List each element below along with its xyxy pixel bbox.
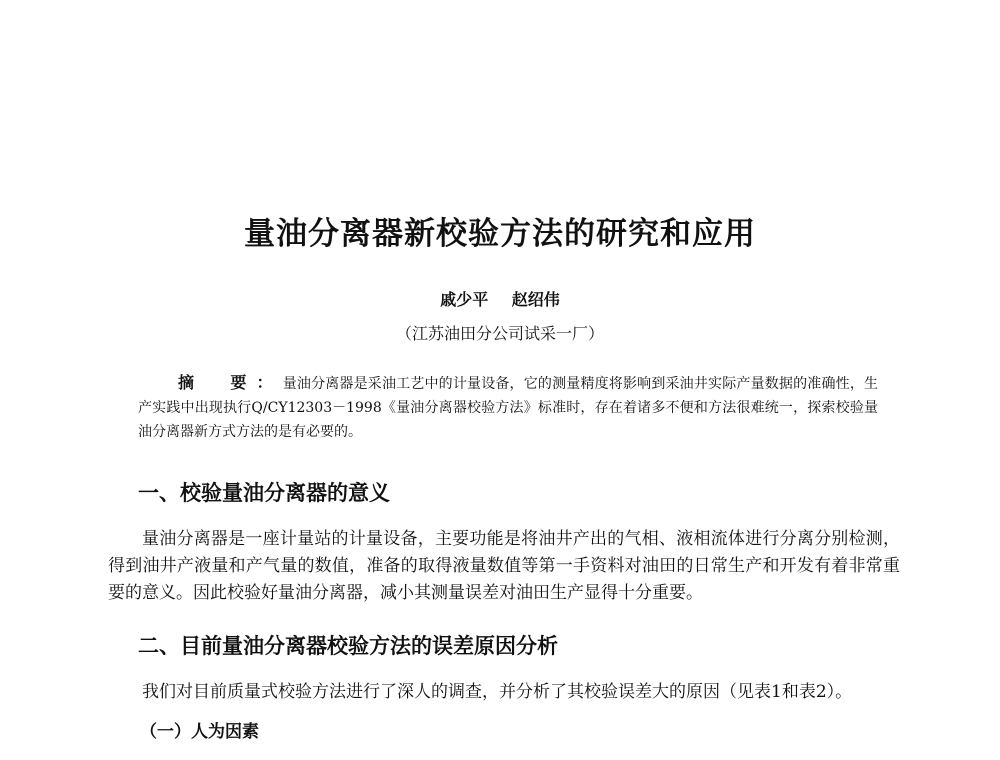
abstract-label: 摘 要： (178, 373, 283, 392)
section-paragraph-1: 量油分离器是一座计量站的计量设备，主要功能是将油井产出的气相、液相流体进行分离分别检测，得到油井产液量和产气量的数值，准备的取得液量数值等第一手资料对油田的日常生产和开发有着非常重要的意义。因此校验好量油分离器，减小其测量误差对油田生产显得十分重要。 (108, 529, 900, 603)
abstract (138, 371, 878, 444)
author-name: 赵绍伟 (511, 290, 560, 309)
subsection-heading: （一）人为因素 (140, 722, 259, 742)
author-name: 戚少平 (440, 290, 489, 309)
section-paragraph-2: 我们对目前质量式校验方法进行了深人的调查，并分析了其校验误差大的原因（见表1和表2）。 (142, 682, 853, 702)
author-affiliation: （江苏油田分公司试采一厂） (395, 324, 604, 343)
paper-title: 量油分离器新校验方法的研究和应用 (244, 216, 756, 252)
section-heading-1: 一、校验量油分离器的意义 (138, 481, 390, 505)
section-heading-2: 二、目前量油分离器校验方法的误差原因分析 (138, 634, 558, 658)
author-list (0, 290, 1000, 310)
abstract-text: 量油分离器是采油工艺中的计量设备，它的测量精度将影响到采油井实际产量数据的准确性，生产实践中出现执行Q/CY12303－1998《量油分离器校验方法》标准时，存在着诸多不便和方法很难统一，探索校验量油分离器新方式方法的是有必要的。 (138, 376, 878, 440)
